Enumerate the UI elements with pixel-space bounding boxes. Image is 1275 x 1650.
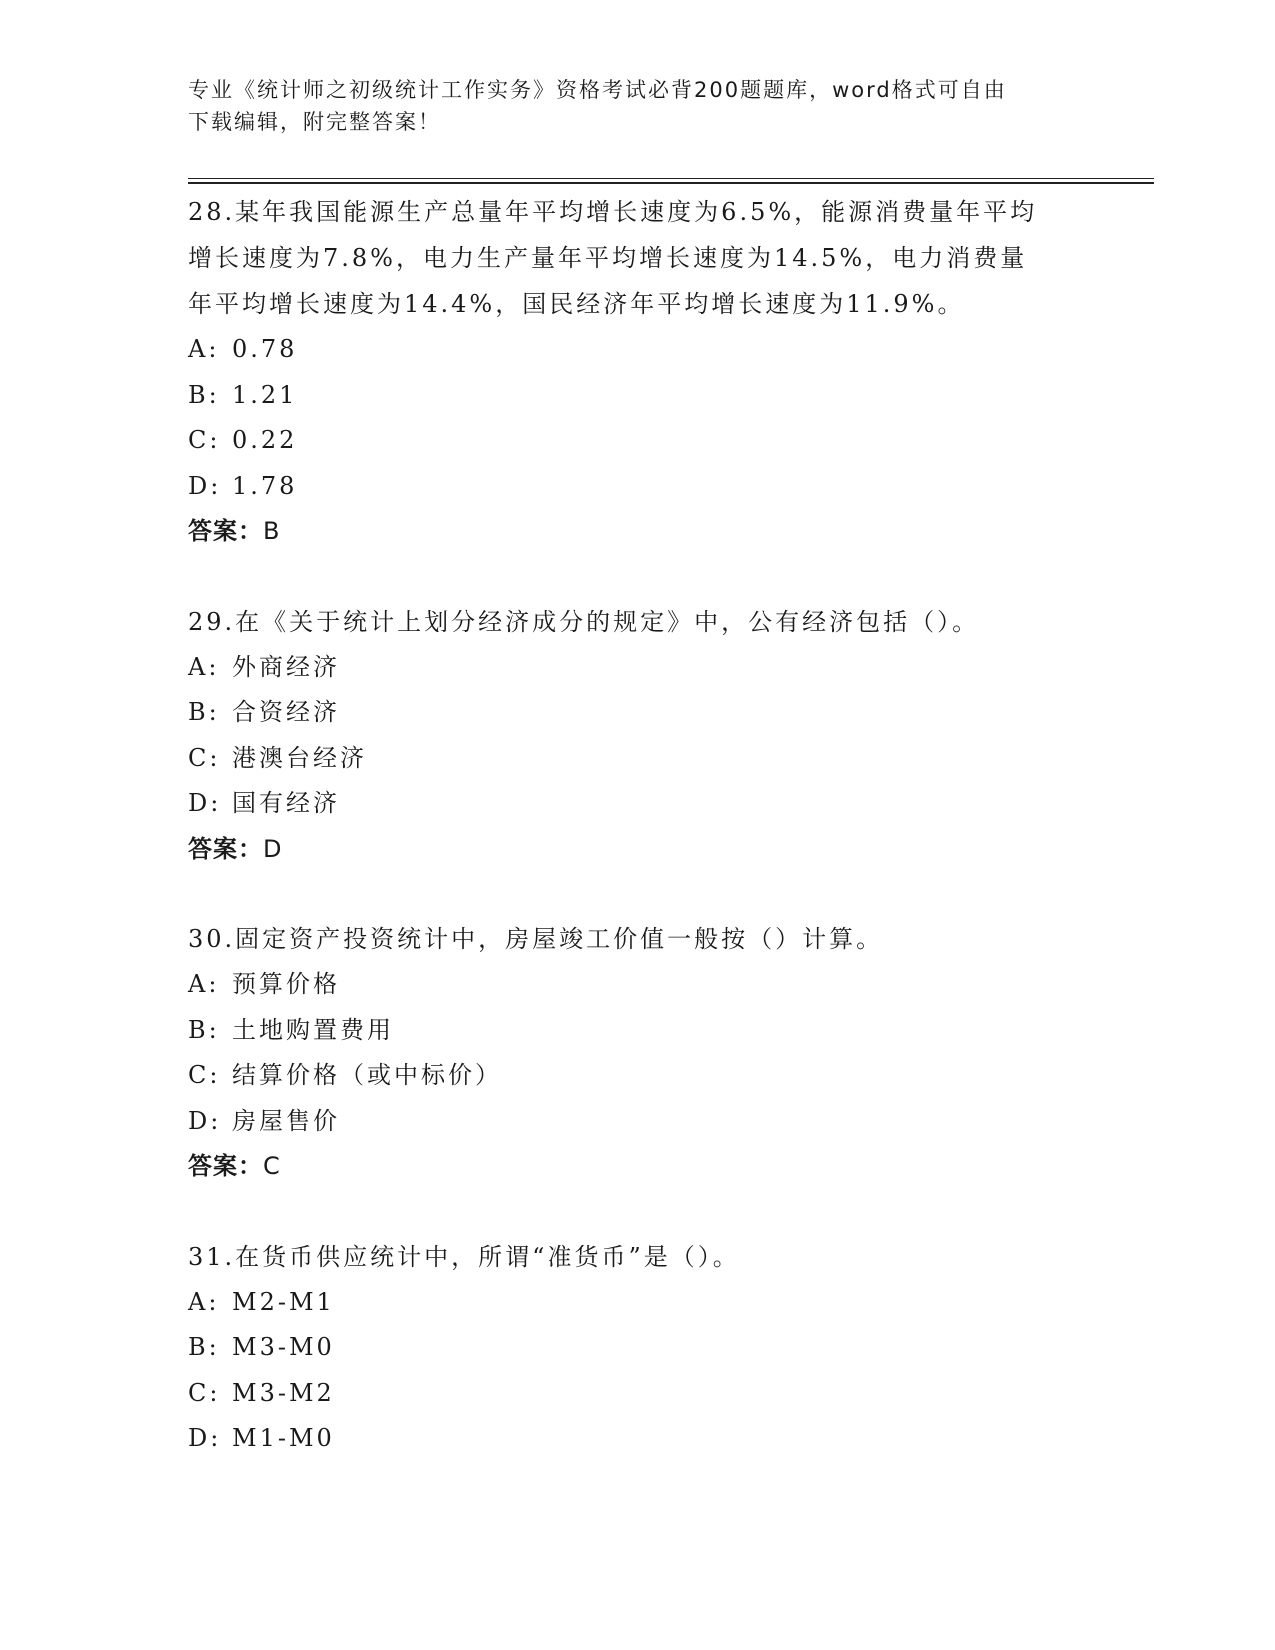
option-letter: C: — [188, 1061, 221, 1089]
header-divider-thin — [188, 178, 1154, 179]
option-d — [188, 1099, 1088, 1145]
question-stem — [188, 189, 1088, 327]
answer-line — [188, 1144, 1088, 1190]
option-letter: A: — [188, 652, 220, 681]
option-text: 外商经济 — [232, 652, 340, 681]
question-stem — [188, 599, 1088, 645]
question-30 — [188, 916, 1088, 1190]
option-b — [188, 690, 1088, 736]
option-c — [188, 418, 1088, 464]
option-text: M3-M2 — [232, 1378, 335, 1407]
option-a — [188, 327, 1088, 373]
answer-label: 答案： — [188, 1152, 263, 1180]
option-d — [188, 1416, 1088, 1462]
stem-line — [188, 1234, 1088, 1280]
option-letter: C: — [188, 743, 221, 772]
stem-text: 在《关于统计上划分经济成分的规定》中，公有经济包括（）。 — [235, 607, 980, 636]
option-letter: A: — [188, 1287, 220, 1316]
answer-line — [188, 509, 1088, 555]
option-letter: B: — [188, 1333, 220, 1361]
option-c — [188, 1053, 1088, 1099]
option-letter: B: — [188, 380, 220, 409]
option-a — [188, 1280, 1088, 1326]
option-text: 港澳台经济 — [232, 743, 367, 772]
option-b — [188, 373, 1088, 419]
option-letter: D: — [188, 471, 222, 500]
answer-value: C — [263, 1152, 281, 1180]
option-letter: A: — [188, 335, 220, 363]
question-number: 30. — [188, 925, 236, 953]
option-letter: B: — [188, 698, 220, 726]
answer-value: B — [263, 517, 281, 545]
option-b — [188, 1325, 1088, 1371]
stem-line — [188, 189, 1088, 235]
option-c — [188, 1371, 1088, 1417]
option-text: 土地购置费用 — [232, 1015, 394, 1044]
stem-text: 固定资产投资统计中，房屋竣工价值一般按（）计算。 — [235, 925, 884, 953]
option-b — [188, 1008, 1088, 1054]
option-letter: C: — [188, 426, 221, 454]
option-text: 国有经济 — [232, 789, 340, 817]
answer-value: D — [263, 834, 283, 863]
stem-text: 某年我国能源生产总量年平均增长速度为6.5%，能源消费量年平均 — [235, 198, 1038, 226]
option-text: M2-M1 — [232, 1287, 335, 1316]
answer-line — [188, 827, 1088, 873]
option-a — [188, 962, 1088, 1008]
option-text: 0.22 — [232, 426, 298, 454]
header-divider-thick — [188, 182, 1154, 184]
stem-text: 在货币供应统计中，所谓“准货币”是（）。 — [235, 1242, 740, 1271]
option-d — [188, 464, 1088, 510]
option-d — [188, 781, 1088, 827]
option-text: 1.21 — [232, 380, 298, 409]
question-list — [188, 189, 1088, 1506]
question-number: 28. — [188, 198, 236, 226]
question-number: 31. — [188, 1242, 236, 1271]
question-stem — [188, 916, 1088, 962]
header-line-1: 专业《统计师之初级统计工作实务》资格考试必背200题题库，word格式可自由 — [188, 78, 1007, 102]
option-text: 0.78 — [232, 335, 298, 363]
stem-line: 增长速度为7.8%，电力生产量年平均增长速度为14.5%，电力消费量 — [188, 244, 1028, 272]
answer-label: 答案： — [188, 834, 263, 863]
answer-label: 答案： — [188, 517, 263, 545]
option-letter: A: — [188, 970, 220, 998]
option-c — [188, 736, 1088, 782]
option-letter: D: — [188, 1106, 222, 1135]
stem-line — [188, 599, 1088, 645]
option-letter: B: — [188, 1015, 220, 1044]
stem-line — [188, 916, 1088, 962]
stem-line: 年平均增长速度为14.4%，国民经济年平均增长速度为11.9%。 — [188, 290, 965, 318]
option-text: M3-M0 — [232, 1333, 335, 1361]
option-text: 合资经济 — [232, 698, 340, 726]
question-stem — [188, 1234, 1088, 1280]
header-line-2: 下载编辑，附完整答案！ — [188, 110, 441, 134]
option-letter: D: — [188, 1424, 222, 1452]
option-a — [188, 645, 1088, 691]
document-header — [188, 74, 1088, 138]
option-text: 预算价格 — [232, 970, 340, 998]
option-text: 1.78 — [232, 471, 298, 500]
option-letter: C: — [188, 1378, 221, 1407]
option-text: M1-M0 — [232, 1424, 335, 1452]
question-28 — [188, 189, 1088, 555]
option-text: 房屋售价 — [232, 1106, 340, 1135]
option-text: 结算价格（或中标价） — [232, 1061, 502, 1089]
question-number: 29. — [188, 607, 236, 636]
question-31 — [188, 1234, 1088, 1462]
option-letter: D: — [188, 789, 222, 817]
question-29 — [188, 599, 1088, 873]
